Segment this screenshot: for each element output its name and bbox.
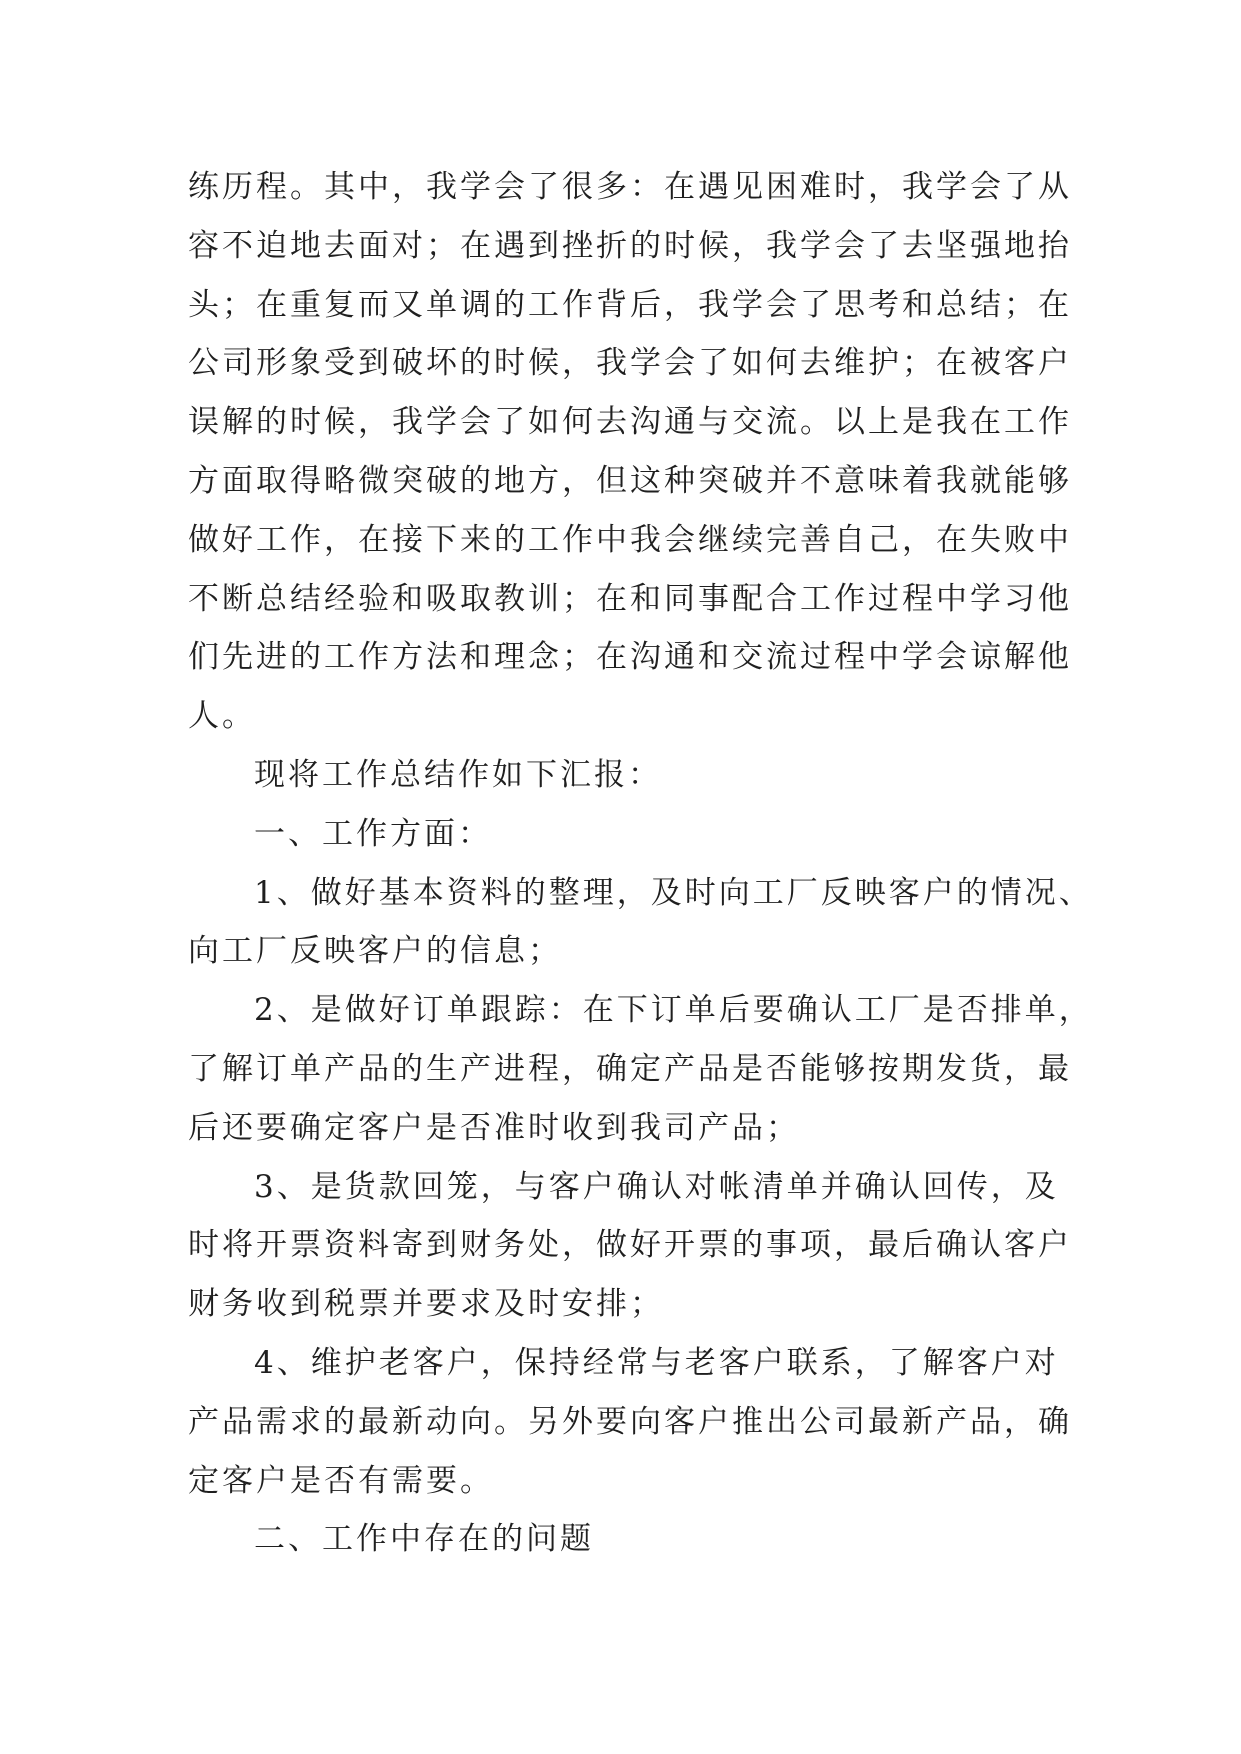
text-line: 误解的时候，我学会了如何去沟通与交流。以上是我在工作 xyxy=(188,404,1072,441)
text-line: 了解订单产品的生产进程，确定产品是否能够按期发货，最 xyxy=(188,1050,1072,1087)
text-line: 容不迫地去面对；在遇到挫折的时候，我学会了去坚强地抬 xyxy=(188,227,1072,264)
text-line: 时将开票资料寄到财务处，做好开票的事项，最后确认客户 xyxy=(188,1227,1072,1264)
text-line: 3、是货款回笼，与客户确认对帐清单并确认回传，及 xyxy=(254,1168,1059,1205)
text-line: 1、做好基本资料的整理，及时向工厂反映客户的情况、 xyxy=(254,874,1093,911)
text-line: 现将工作总结作如下汇报： xyxy=(254,756,662,793)
text-line: 做好工作，在接下来的工作中我会继续完善自己，在失败中 xyxy=(188,521,1072,558)
text-line: 向工厂反映客户的信息； xyxy=(188,933,562,970)
text-line: 一、工作方面： xyxy=(254,815,492,852)
text-line: 产品需求的最新动向。另外要向客户推出公司最新产品，确 xyxy=(188,1403,1072,1440)
text-line: 公司形象受到破坏的时候，我学会了如何去维护；在被客户 xyxy=(188,345,1072,382)
text-line: 2、是做好订单跟踪：在下订单后要确认工厂是否排单， xyxy=(254,992,1093,1029)
text-line: 4、维护老客户，保持经常与老客户联系，了解客户对 xyxy=(254,1344,1059,1381)
text-line: 财务收到税票并要求及时安排； xyxy=(188,1286,664,1323)
text-line: 们先进的工作方法和理念；在沟通和交流过程中学会谅解他 xyxy=(188,639,1072,676)
text-line: 二、工作中存在的问题 xyxy=(254,1521,594,1558)
text-line: 后还要确定客户是否准时收到我司产品； xyxy=(188,1109,800,1146)
text-line: 方面取得略微突破的地方，但这种突破并不意味着我就能够 xyxy=(188,462,1072,499)
document-body xyxy=(188,158,1093,1569)
text-line: 头；在重复而又单调的工作背后，我学会了思考和总结；在 xyxy=(188,286,1072,323)
text-line: 不断总结经验和吸取教训；在和同事配合工作过程中学习他 xyxy=(188,580,1072,617)
text-line: 定客户是否有需要。 xyxy=(188,1462,494,1499)
text-line: 人。 xyxy=(188,698,256,735)
text-line: 练历程。其中，我学会了很多：在遇见困难时，我学会了从 xyxy=(188,169,1072,205)
